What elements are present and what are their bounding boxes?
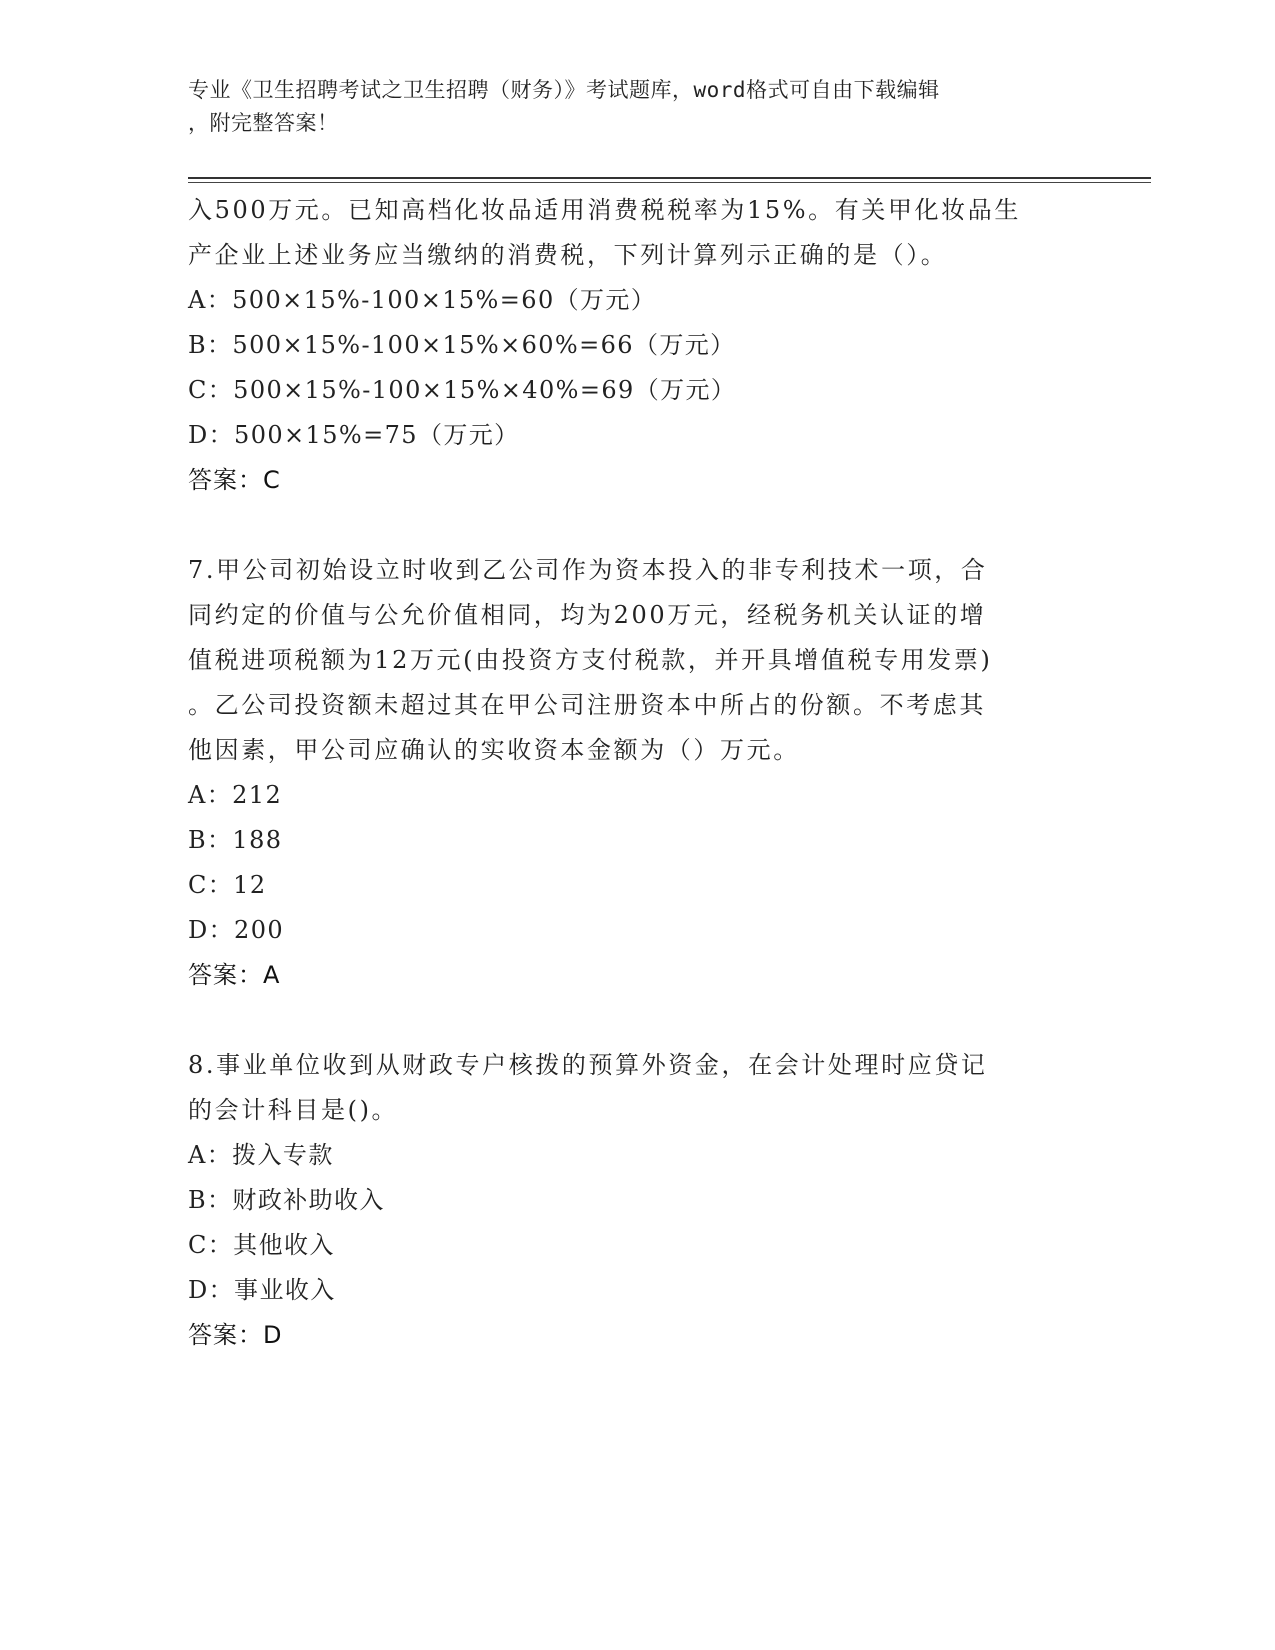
option-b: B：500×15%-100×15%×60%=66（万元） — [188, 331, 736, 359]
option-d: D：200 — [188, 916, 285, 944]
header-line-1: 专业《卫生招聘考试之卫生招聘（财务）》考试题库，word格式可自由下载编辑 — [188, 78, 940, 102]
option-b: B：188 — [188, 826, 283, 854]
answer-label: 答案：D — [188, 1321, 283, 1349]
option-a: A：拨入专款 — [188, 1141, 334, 1169]
question-6 — [188, 188, 1088, 503]
question-stem-line: 同约定的价值与公允价值相同，均为200万元，经税务机关认证的增 — [188, 601, 987, 629]
question-stem-line: 产企业上述业务应当缴纳的消费税，下列计算列示正确的是（）。 — [188, 241, 948, 269]
question-stem-line: 的会计科目是()。 — [188, 1096, 399, 1124]
question-7 — [188, 548, 1088, 998]
header-line-2: ，附完整答案！ — [188, 111, 339, 135]
answer-label: 答案：A — [188, 961, 281, 989]
header-divider-thick — [188, 177, 1151, 179]
option-a: A：212 — [188, 781, 283, 809]
option-c: C：500×15%-100×15%×40%=69（万元） — [188, 376, 737, 404]
question-list — [188, 188, 1088, 1358]
question-stem-line: 入500万元。已知高档化妆品适用消费税税率为15%。有关甲化妆品生 — [188, 196, 1021, 224]
option-d: D：事业收入 — [188, 1276, 336, 1304]
answer-label: 答案：C — [188, 466, 281, 494]
question-stem-line: 8.事业单位收到从财政专户核拨的预算外资金，在会计处理时应贷记 — [188, 1051, 988, 1079]
option-b: B：财政补助收入 — [188, 1186, 385, 1214]
question-stem-line: 7.甲公司初始设立时收到乙公司作为资本投入的非专利技术一项，合 — [188, 556, 988, 584]
question-stem-line: 他因素，甲公司应确认的实收资本金额为（）万元。 — [188, 736, 800, 764]
header-divider-thin — [188, 182, 1151, 183]
question-stem-line: 。乙公司投资额未超过其在甲公司注册资本中所占的份额。不考虑其 — [188, 691, 986, 719]
document-header — [188, 74, 1068, 140]
option-d: D：500×15%=75（万元） — [188, 421, 520, 449]
question-stem-line: 值税进项税额为12万元(由投资方支付税款，并开具增值税专用发票) — [188, 646, 993, 674]
option-c: C：其他收入 — [188, 1231, 335, 1259]
option-a: A：500×15%-100×15%=60（万元） — [188, 286, 657, 314]
option-c: C：12 — [188, 871, 267, 899]
question-8 — [188, 1043, 1088, 1358]
